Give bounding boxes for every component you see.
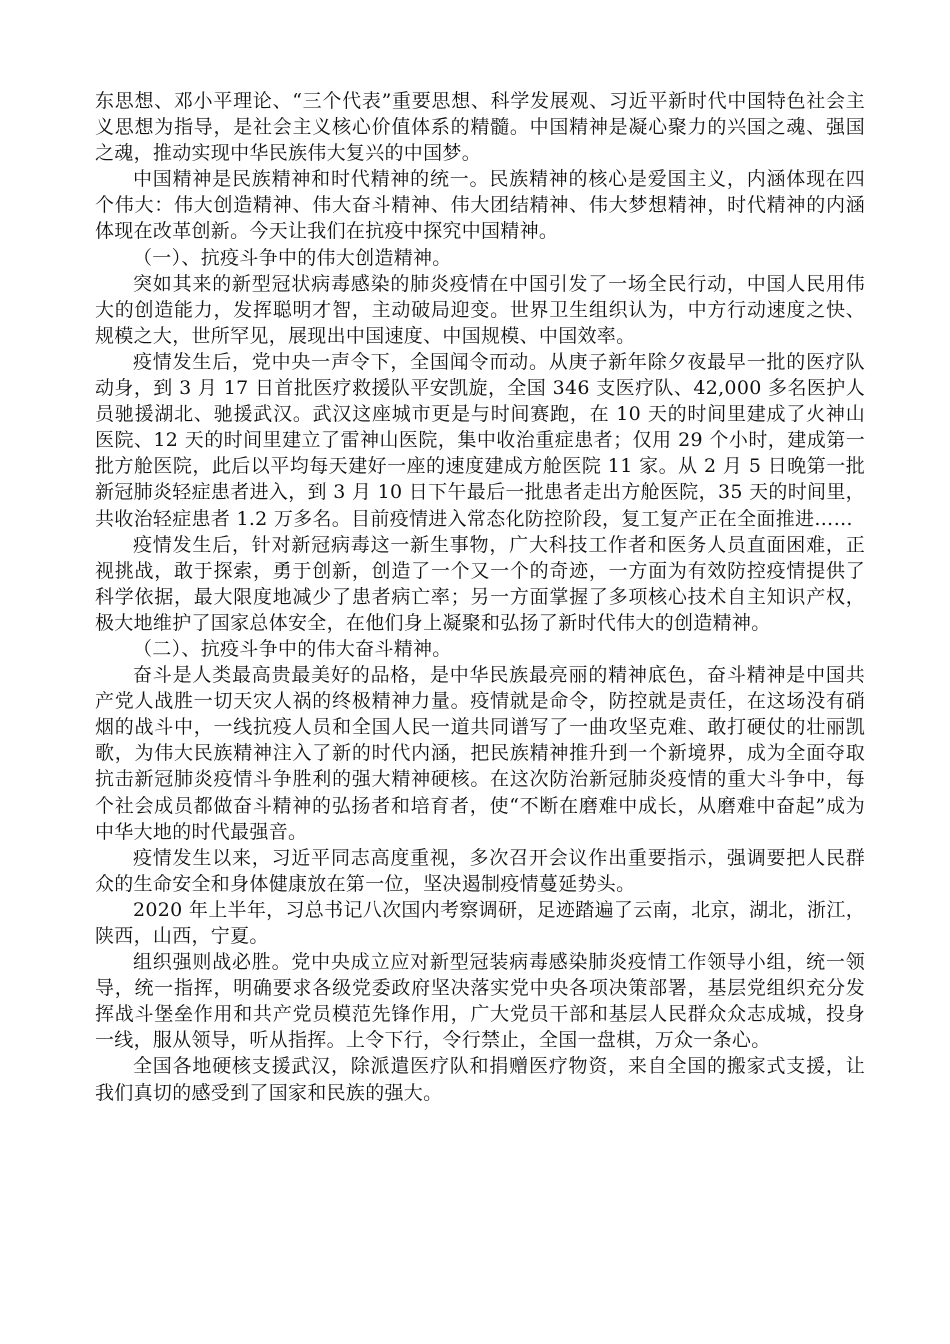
paragraph-leadership: 疫情发生以来，习近平同志高度重视，多次召开会议作出重要指示，强调要把人民群众的生命安全和身体健康放在第一位，坚决遏制疫情蔓延势头。: [95, 846, 865, 895]
paragraph-continuation: 东思想、邓小平理论、“三个代表”重要思想、科学发展观、习近平新时代中国特色社会主义思想为指导，是社会主义核心价值体系的精髓。中国精神是凝心聚力的兴国之魂、强国之魂，推动实现中华民族伟大复兴的中国梦。: [95, 90, 865, 165]
paragraph-sudden-epidemic: 突如其来的新型冠状病毒感染的肺炎疫情在中国引发了一场全民行动，中国人民用伟大的创造能力，发挥聪明才智，主动破局迎变。世界卫生组织认为，中方行动速度之快、规模之大，世所罕见，展现出中国速度、中国规模、中国效率。: [95, 272, 865, 347]
paragraph-support-wuhan: 全国各地硬核支援武汉，除派遣医疗队和捐赠医疗物资，来自全国的搬家式支援，让我们真切的感受到了国家和民族的强大。: [95, 1055, 865, 1104]
section-heading-struggle: （二）、抗疫斗争中的伟大奋斗精神。: [133, 637, 452, 660]
paragraph-chinese-spirit: 中国精神是民族精神和时代精神的统一。民族精神的核心是爱国主义，内涵体现在四个伟大：伟大创造精神、伟大奋斗精神、伟大团结精神、伟大梦想精神，时代精神的内涵体现在改革创新。今天让我们在抗疫中探究中国精神。: [95, 168, 865, 243]
paragraph-science-workers: 疫情发生后，针对新冠病毒这一新生事物，广大科技工作者和医务人员直面困难，正视挑战，敢于探索，勇于创新，创造了一个又一个的奇迹，一方面为有效防控疫情提供了科学依据，最大限度地减少了患者病亡率；另一方面掌握了多项核心技术自主知识产权，极大地维护了国家总体安全，在他们身上凝聚和弘扬了新时代伟大的创造精神。: [95, 533, 865, 634]
paragraph-medical-teams: 疫情发生后，党中央一声令下，全国闻令而动。从庚子新年除夕夜最早一批的医疗队动身，到 3 月 17 日首批医疗救援队平安凯旋，全国 346 支医疗队、42,000 多名医护人员驰援湖北、驰援武汉。武汉这座城市更是与时间赛跑，在 10 天的时间里建成了火神山医院、12 天的时间里建立了雷神山医院，集中收治重症患者；仅用 29 个小时，建成第一批方舱医院，此后以平均每天建好一座的速度建成方舱医院 11 家。从 2 月 5 日晚第一批新冠肺炎轻症患者进入，到 3 月 10 日下午最后一批患者走出方舱医院，35 天的时间里，共收治轻症患者 1.2 万多名。目前疫情进入常态化防控阶段，复工复产正在全面推进……: [95, 350, 865, 530]
section-heading-creation: （一）、抗疫斗争中的伟大创造精神。: [133, 246, 452, 269]
paragraph-organization: 组织强则战必胜。党中央成立应对新型冠装病毒感染肺炎疫情工作领导小组，统一领导，统一指挥，明确要求各级党委政府坚决落实党中央各项决策部署，基层党组织充分发挥战斗堡垒作用和共产党员模范先锋作用，广大党员干部和基层人民群众众志成城，投身一线，服从领导，听从指挥。上令下行，令行禁止，全国一盘棋，万众一条心。: [95, 951, 865, 1052]
paragraph-inspections: 2020 年上半年，习总书记八次国内考察调研，足迹踏遍了云南，北京，湖北，浙江，陕西，山西，宁夏。: [95, 898, 865, 947]
document-page: [95, 88, 865, 1106]
paragraph-struggle-spirit: 奋斗是人类最高贵最美好的品格，是中华民族最亮丽的精神底色，奋斗精神是中国共产党人战胜一切天灾人祸的终极精神力量。疫情就是命令，防控就是责任，在这场没有硝烟的战斗中，一线抗疫人员和全国人民一道共同谱写了一曲攻坚克难、敢打硬仗的壮丽凯歌，为伟大民族精神注入了新的时代内涵，把民族精神推升到一个新境界，成为全面夺取抗击新冠肺炎疫情斗争胜利的强大精神硬核。在这次防治新冠肺炎疫情的重大斗争中，每个社会成员都做奋斗精神的弘扬者和培育者，使“不断在磨难中成长，从磨难中奋起”成为中华大地的时代最强音。: [95, 664, 865, 843]
